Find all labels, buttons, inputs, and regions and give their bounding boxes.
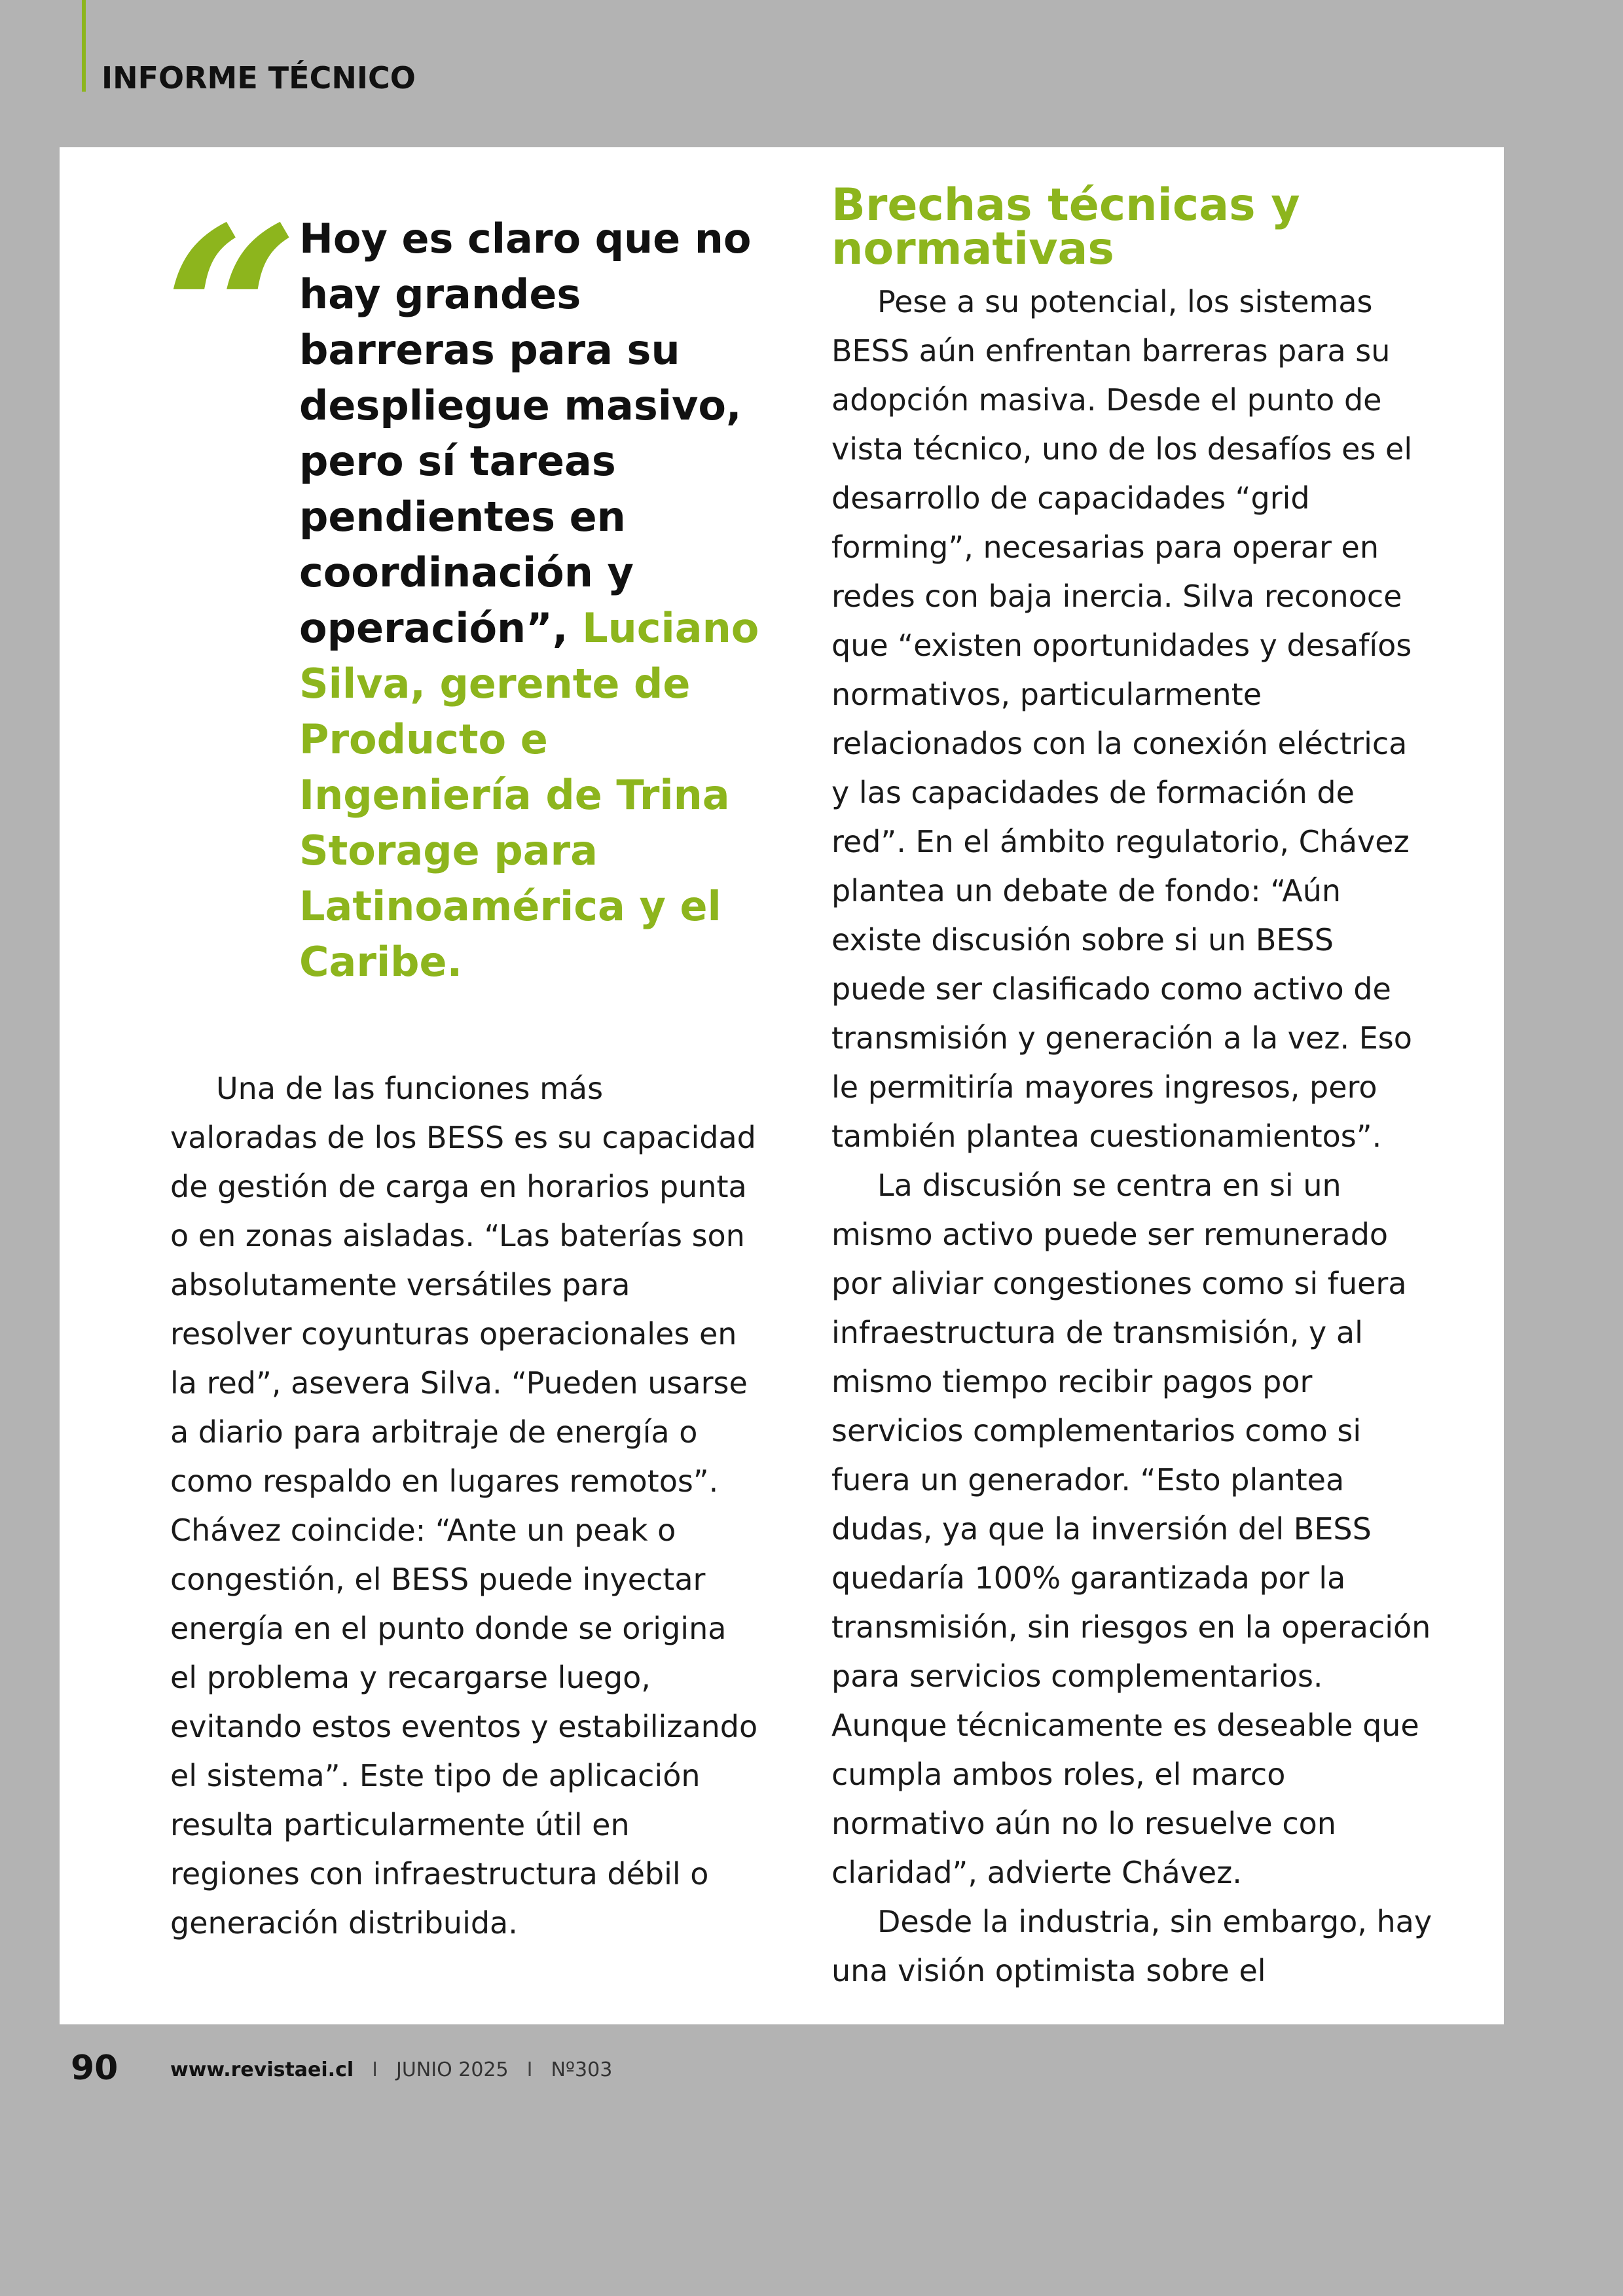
right-column <box>831 179 1434 1996</box>
footer-separator-2: I <box>526 2058 533 2081</box>
page-number: 90 <box>71 2049 119 2088</box>
right-paragraph-3: Desde la industria, sin embargo, hay una visión optimista sobre el <box>831 1904 1432 1988</box>
footer-date: JUNIO 2025 <box>396 2058 509 2081</box>
right-paragraph-2: La discusión se centra en si un mismo activo puede ser remunerado por aliviar congestiones como si fuera infraestructura de transmisión, y al mismo tiempo recibir pagos por servicios complementarios como si fuera un generador. “Esto plantea dudas, ya que la inversión del BESS quedaría 100% garantizada por la transmisión, sin riesgos en la operación para servicios complementarios. Aunque técnicamente es deseable que cumpla ambos roles, el marco normativo aún no lo resuelve con claridad”, advierte Chávez. <box>831 1168 1431 1890</box>
footer-issue: Nº303 <box>551 2058 613 2081</box>
pull-quote-attribution: Luciano Silva, gerente de Producto e Ingeniería de Trina Storage para Latinoamérica y el Caribe. <box>299 604 759 986</box>
footer-website: www.revistaei.cl <box>170 2058 354 2081</box>
left-paragraph-1: Una de las funciones más valoradas de los BESS es su capacidad de gestión de carga en horarios punta o en zonas aisladas. “Las baterías son absolutamente versátiles para resolver coyunturas operacionales en la red”, asevera Silva. “Pueden usarse a diario para arbitraje de energía o como respaldo en lugares remotos”. Chávez coincide: “Ante un peak o congestión, el BESS puede inyectar energía en el punto donde se origina el problema y recargarse luego, evitando estos eventos y estabilizando el sistema”. Este tipo de aplicación resulta particularmente útil en regiones con infraestructura débil o generación distribuida. <box>170 1071 758 1941</box>
header-accent-rule <box>82 0 86 92</box>
footer-meta <box>170 2058 612 2081</box>
section-label: INFORME TÉCNICO <box>101 60 416 96</box>
right-paragraph-1: Pese a su potencial, los sistemas BESS aún enfrentan barreras para su adopción masiva. Desde el punto de vista técnico, uno de los desafíos es el desarrollo de capacidades “grid forming”, necesarias para operar en redes con baja inercia. Silva reconoce que “existen oportunidades y desafíos normativos, particularmente relacionados con la conexión eléctrica y las capacidades de formación de red”. En el ámbito regulatorio, Chávez plantea un debate de fondo: “Aún existe discusión sobre si un BESS puede ser clasificado como activo de transmisión y generación a la vez. Eso le permitiría mayores ingresos, pero también plantea cuestionamientos”. <box>831 284 1413 1154</box>
footer-separator: I <box>372 2058 378 2081</box>
pull-quote-text: Hoy es claro que no hay grandes barreras para su despliegue masivo, pero sí tareas pendientes en coordinación y operación”, <box>299 215 752 652</box>
quote-mark-icon: “ <box>164 175 300 452</box>
left-column <box>170 1064 759 1948</box>
pull-quote <box>299 211 777 990</box>
section-subheading: Brechas técnicas y normativas <box>831 179 1300 275</box>
